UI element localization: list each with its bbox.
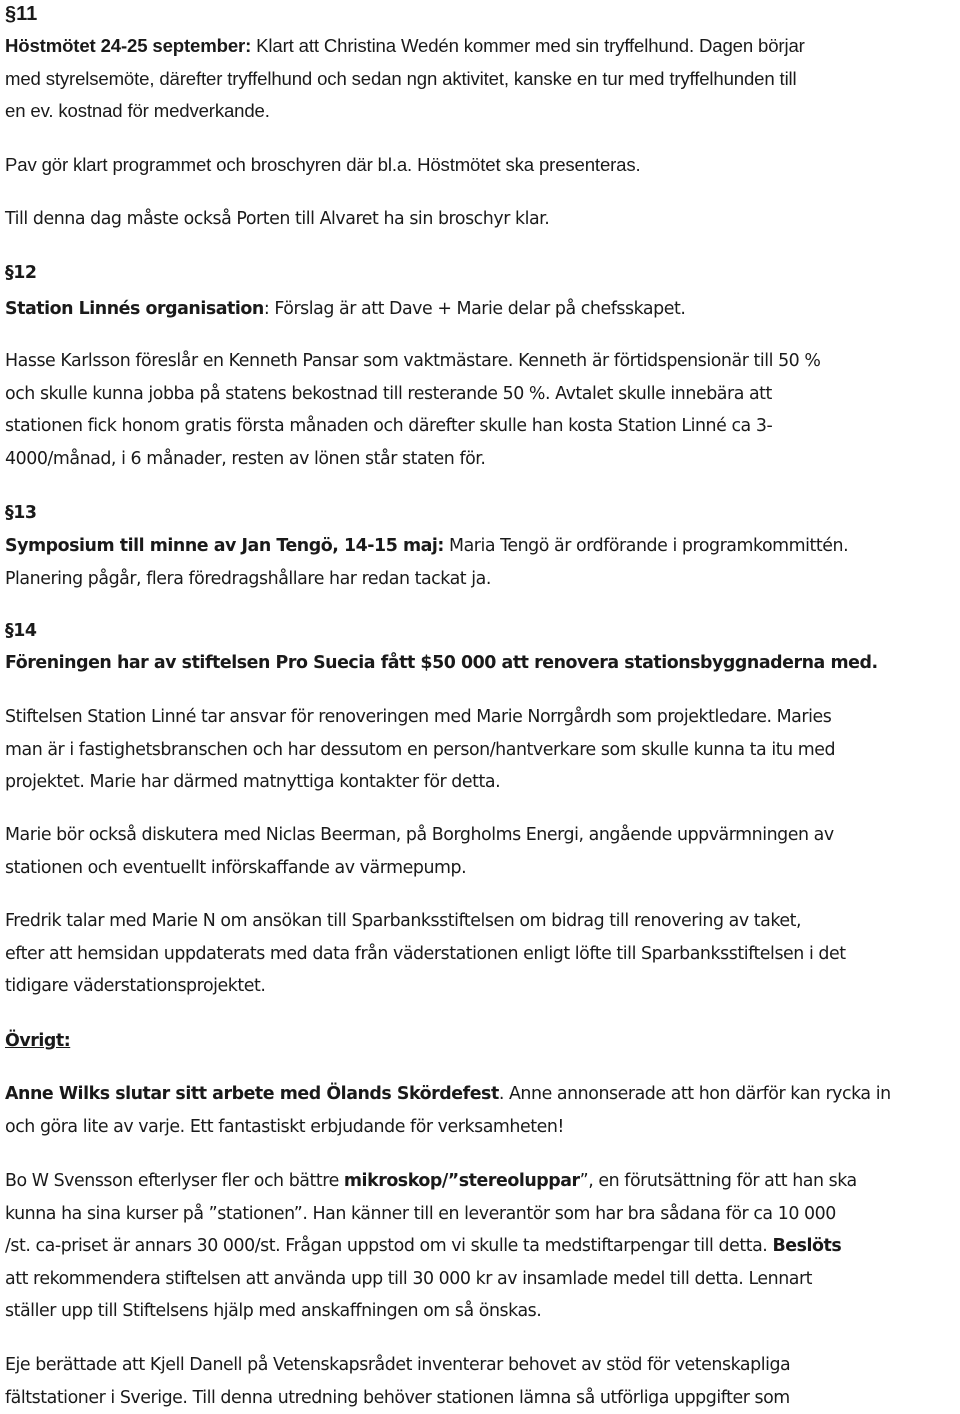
section-12-topic: Station Linnés organisation: Förslag är att Dave + Marie delar på chefsskapet. [5,299,686,319]
section-14-paragraph-3: Marie bör också diskutera med Niclas Beerman, på Borgholms Energi, angående uppvärmningen av stationen och eventuellt införskaffande av värmepump. [5,825,834,878]
section-11-paragraph-1: Höstmötet 24-25 september: Klart att Christina Wedén kommer med sin tryffelhund. Dagen börjar med styrelsemöte, därefter tryffelhund och sedan ngn aktivitet, kanske en tur med tryffelhunden till en ev. kostnad för medverkande. [5,35,805,121]
section-12-heading: §12 [5,263,37,283]
section-11-paragraph-3: Till denna dag måste också Porten till Alvaret ha sin broschyr klar. [5,209,550,229]
section-14-topic: Föreningen har av stiftelsen Pro Suecia fått $50 000 att renovera stationsbyggnaderna med. [5,653,878,673]
section-14-heading: §14 [5,621,37,641]
ovrigt-heading: Övrigt: [5,1031,71,1051]
section-11-paragraph-2: Pav gör klart programmet och broschyren där bl.a. Höstmötet ska presenteras. [5,154,641,175]
section-11-topic: Höstmötet 24-25 september: [5,35,252,56]
section-14-paragraph-2: Stiftelsen Station Linné tar ansvar för renoveringen med Marie Norrgårdh som projektledare. Maries man är i fastighetsbranschen och har dessutom en person/hantverkare som skulle kunna ta itu med projektet. Marie har därmed matnyttiga kontakter för detta. [5,707,836,792]
section-11-heading: §11 [5,3,38,25]
section-14-paragraph-4: Fredrik talar med Marie N om ansökan till Sparbanksstiftelsen om bidrag till renovering av taket, efter att hemsidan uppdaterats med data från väderstationen enligt löfte till Sparbanksstiftelsen i det tidigare väderstationsprojektet. [5,911,846,996]
ovrigt-paragraph-eje: Eje berättade att Kjell Danell på Vetenskapsrådet inventerar behovet av stöd för vetenskapliga fältstationer i Sverige. Till denna utredning behöver stationen lämna så utförliga uppgifter som [5,1355,791,1408]
ovrigt-paragraph-bo: Bo W Svensson efterlyser fler och bättre mikroskop/”stereoluppar”, en förutsättning för att han ska kunna ha sina kurser på ”stationen”. Han känner till en leverantör som har bra sådana för ca 10 000 /st. ca-priset är annars 30 000/st. Frågan uppstod om vi skulle ta medstiftarpengar till detta. Beslöts att rekommendera stiftelsen att använda upp till 30 000 kr av insamlade medel till detta. Lennart ställer upp till Stiftelsens hjälp med anskaffningen om så önskas. [5,1171,857,1321]
section-13-paragraph: Symposium till minne av Jan Tengö, 14-15 maj: Maria Tengö är ordförande i programkommittén. Planering pågår, flera föredragshållare har redan tackat ja. [5,536,849,589]
section-12-paragraph-2: Hasse Karlsson föreslår en Kenneth Pansar som vaktmästare. Kenneth är förtidspensionär till 50 % och skulle kunna jobba på statens bekostnad till resterande 50 %. Avtalet skulle innebära att stationen fick honom gratis första månaden och därefter skulle han kosta Station Linné ca 3- 4000/månad, i 6 månader, resten av lönen står staten för. [5,351,821,469]
ovrigt-paragraph-anne: Anne Wilks slutar sitt arbete med Ölands Skördefest. Anne annonserade att hon därför kan rycka in och göra lite av varje. Ett fantastiskt erbjudande för verksamheten! [5,1084,891,1137]
section-13-heading: §13 [5,503,37,523]
